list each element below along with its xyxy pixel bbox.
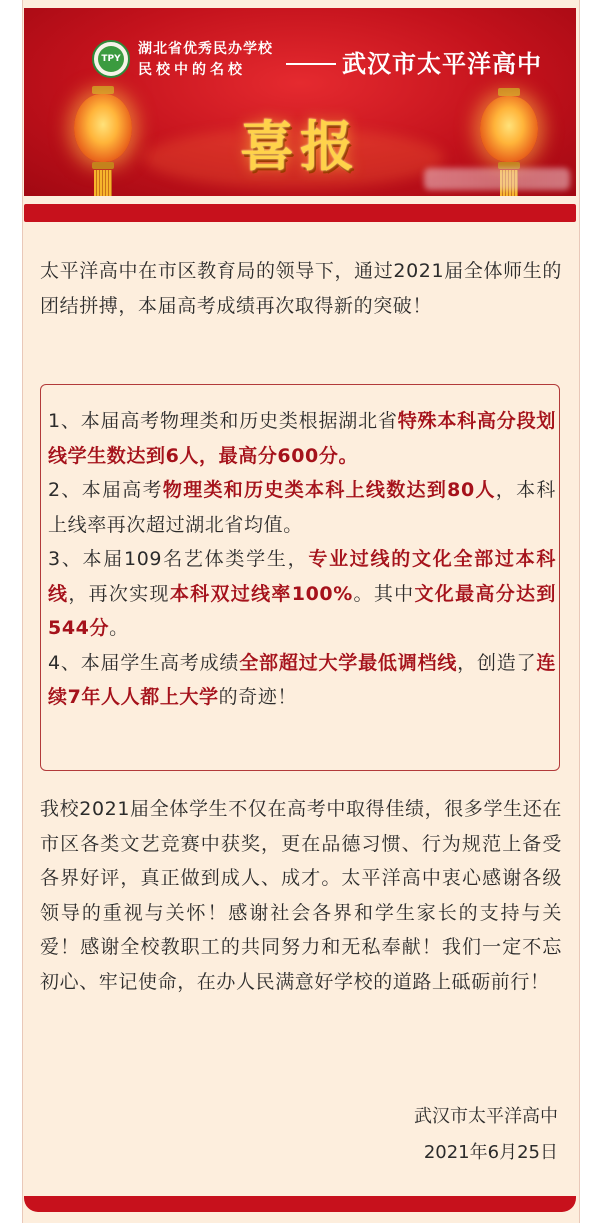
achievement-text: 。 [109,617,129,639]
signature-name: 武汉市太平洋高中 [414,1106,558,1127]
achievements-list [48,404,556,715]
lantern-left-icon [68,76,138,196]
achievement-text: ，本科上线率再次超过湖北省均值。 [48,479,556,536]
achievement-highlight: 全部超过大学最低调档线 [239,651,458,674]
achievement-item [48,646,556,715]
bottom-divider-band [24,1196,576,1212]
achievement-text: ，创造了 [457,651,537,674]
achievement-highlight: 特殊本科高分段划线学生数达到6人，最高分600分。 [48,410,556,467]
school-logo [92,40,130,78]
achievement-highlight: 物理类和历史类本科上线数达到80人 [162,479,496,501]
header-banner [24,8,576,196]
achievement-text: 2、本届高考 [48,479,163,501]
achievement-item [48,404,556,473]
outro-paragraph: 我校2021届全体学生不仅在高考中取得佳绩，很多学生还在市区各类文艺竞赛中获奖，更在品德习惯、行为规范上备受各界好评，真正做到成人、成才。太平洋高中衷心感谢各级领导的重视与关怀！感谢社会各界和学生家长的支持与关爱！感谢全校教职工的共同努力和无私奉献！我们一定不忘初心、牢记使命，在办人民满意好学校的道路上砥砺前行！ [40,798,562,993]
achievement-text: 1、本届高考物理类和历史类根据湖北省 [48,410,398,432]
achievement-text: 4、本届学生高考成绩 [48,651,240,674]
achievement-text: 的奇迹！ [218,686,298,708]
achievement-item [48,542,556,646]
achievement-highlight: 文化最高分达到544分 [48,582,556,639]
achievement-text: ，再次实现 [68,582,170,605]
tagline-line1: 湖北省优秀民办学校 [138,41,273,57]
school-name-title: 武汉市太平洋高中 [342,50,542,78]
achievement-highlight: 本科双过线率100% [169,582,353,605]
title-dash [286,63,336,65]
tagline-line2: 民校中的名校 [138,62,246,78]
blurred-watermark [424,168,570,190]
headline: 喜报 [240,114,360,178]
achievement-item [48,473,556,542]
achievement-highlight: 连续7年人人都上大学 [48,651,556,708]
achievement-highlight: 专业过线的文化全部过本科线 [48,548,556,605]
signature-date: 2021年6月25日 [423,1142,558,1163]
achievement-text: 3、本届109名艺体类学生， [48,548,309,570]
school-logo-text: TPY [98,46,124,72]
top-divider-band [24,204,576,222]
intro-paragraph: 太平洋高中在市区教育局的领导下，通过2021届全体师生的团结拼搏，本届高考成绩再次取得新的突破！ [40,260,562,317]
achievement-text: 。其中 [352,582,415,605]
